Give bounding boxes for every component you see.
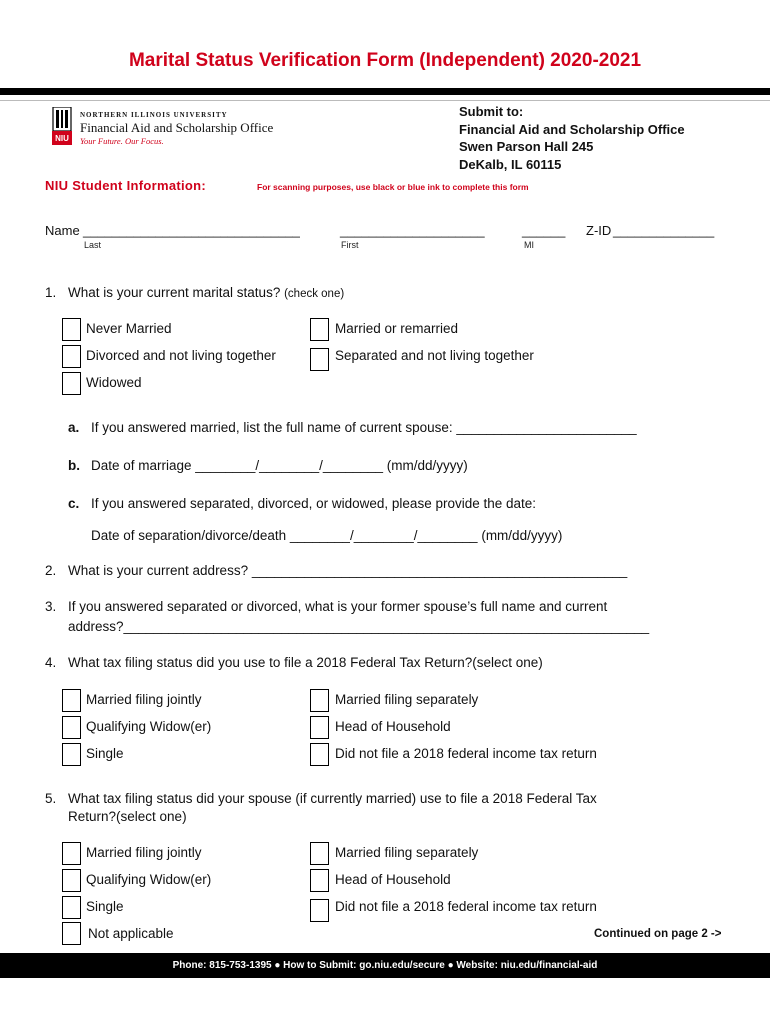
q5-text-line1: What tax filing status did your spouse (if currently married) use to file a 2018 Federal Tax [68, 791, 597, 806]
q3-former-spouse-field[interactable]: address?______________________________________________________________________ [68, 619, 650, 634]
q1c-label: c. [68, 496, 80, 511]
q1a-spouse-field[interactable]: If you answered married, list the full name of current spouse: ________________________ [91, 420, 637, 435]
footer-contact-bar: Phone: 815-753-1395 ● How to Submit: go.niu.edu/secure ● Website: niu.edu/financial-aid [0, 953, 770, 978]
checkbox-q4-joint[interactable] [62, 689, 81, 712]
student-info-heading: NIU Student Information: [45, 178, 207, 193]
option-q4-single: Single [86, 746, 124, 761]
submit-line3: DeKalb, IL 60115 [459, 156, 562, 172]
checkbox-q5-single[interactable] [62, 896, 81, 919]
submit-line2: Swen Parson Hall 245 [459, 139, 594, 154]
q2-address-field[interactable]: What is your current address? __________________________________________________ [68, 563, 628, 578]
continued-note: Continued on page 2 -> [594, 928, 722, 940]
logo-university: NORTHERN ILLINOIS UNIVERSITY [80, 111, 228, 119]
last-caption: Last [84, 240, 102, 250]
option-q4-did-not-file: Did not file a 2018 federal income tax return [335, 746, 597, 761]
option-q5-did-not-file: Did not file a 2018 federal income tax return [335, 899, 597, 914]
checkbox-q5-widower[interactable] [62, 869, 81, 892]
zid-field[interactable]: ______________ [613, 223, 715, 238]
first-caption: First [341, 240, 359, 250]
checkbox-q4-did-not-file[interactable] [310, 743, 329, 766]
mi-caption: MI [524, 240, 534, 250]
q1-text [68, 285, 344, 300]
option-divorced: Divorced and not living together [86, 348, 276, 363]
checkbox-separated[interactable] [310, 348, 329, 371]
q5-text-line2: Return?(select one) [68, 809, 187, 824]
first-name-field[interactable]: ____________________ [340, 223, 485, 238]
option-q5-joint: Married filing jointly [86, 845, 202, 860]
option-q5-not-applicable: Not applicable [88, 926, 174, 941]
logo-tagline: Your Future. Our Focus. [80, 136, 164, 146]
option-q4-separately: Married filing separately [335, 692, 479, 707]
checkbox-widowed[interactable] [62, 372, 81, 395]
checkbox-q5-did-not-file[interactable] [310, 899, 329, 922]
checkbox-q5-joint[interactable] [62, 842, 81, 865]
checkbox-q5-separately[interactable] [310, 842, 329, 865]
option-married: Married or remarried [335, 321, 459, 336]
option-never-married: Never Married [86, 321, 172, 336]
checkbox-q4-head[interactable] [310, 716, 329, 739]
q1b-label: b. [68, 458, 80, 473]
q3-text: If you answered separated or divorced, what is your former spouse’s full name and current [68, 599, 608, 614]
option-separated: Separated and not living together [335, 348, 534, 363]
checkbox-q4-separately[interactable] [310, 689, 329, 712]
niu-logo-icon [52, 107, 72, 145]
logo-shield-text: NIU [55, 134, 69, 143]
option-q4-widower: Qualifying Widow(er) [86, 719, 212, 734]
q1c-date-field[interactable]: Date of separation/divorce/death ________/________/________ (mm/dd/yyyy) [91, 528, 563, 543]
last-name-field[interactable]: ______________________________ [83, 223, 300, 238]
name-label: Name [45, 223, 80, 238]
checkbox-q4-single[interactable] [62, 743, 81, 766]
option-q4-head: Head of Household [335, 719, 451, 734]
submit-address [459, 103, 685, 173]
zid-label: Z-ID [586, 223, 612, 238]
option-q5-separately: Married filing separately [335, 845, 479, 860]
q4-number: 4. [45, 655, 57, 670]
mi-field[interactable]: ______ [522, 223, 566, 238]
q1-question: What is your current marital status? [68, 285, 281, 300]
checkbox-divorced[interactable] [62, 345, 81, 368]
q1a-label: a. [68, 420, 80, 435]
checkbox-q4-widower[interactable] [62, 716, 81, 739]
q3-number: 3. [45, 599, 57, 614]
logo-office: Financial Aid and Scholarship Office [80, 120, 274, 135]
option-q4-joint: Married filing jointly [86, 692, 202, 707]
q2-number: 2. [45, 563, 57, 578]
q1c-text: If you answered separated, divorced, or widowed, please provide the date: [91, 496, 537, 511]
checkbox-married[interactable] [310, 318, 329, 341]
submit-label: Submit to: [459, 104, 524, 119]
option-widowed: Widowed [86, 375, 142, 390]
option-q5-head: Head of Household [335, 872, 451, 887]
q1b-marriage-date-field[interactable]: Date of marriage ________/________/________ (mm/dd/yyyy) [91, 458, 468, 473]
option-q5-single: Single [86, 899, 124, 914]
checkbox-never-married[interactable] [62, 318, 81, 341]
q4-text: What tax filing status did you use to file a 2018 Federal Tax Return?(select one) [68, 655, 543, 670]
submit-line1: Financial Aid and Scholarship Office [459, 121, 685, 137]
q1-number: 1. [45, 285, 57, 300]
option-q5-widower: Qualifying Widow(er) [86, 872, 212, 887]
scan-note: For scanning purposes, use black or blue ink to complete this form [257, 182, 529, 192]
checkbox-q5-head[interactable] [310, 869, 329, 892]
header-divider-bar [0, 88, 770, 95]
q5-number: 5. [45, 791, 57, 806]
q1-hint: (check one) [284, 288, 345, 300]
form-title: Marital Status Verification Form (Independent) 2020-2021 [128, 50, 642, 71]
checkbox-q5-not-applicable[interactable] [62, 922, 81, 945]
header-thin-divider [0, 100, 770, 101]
